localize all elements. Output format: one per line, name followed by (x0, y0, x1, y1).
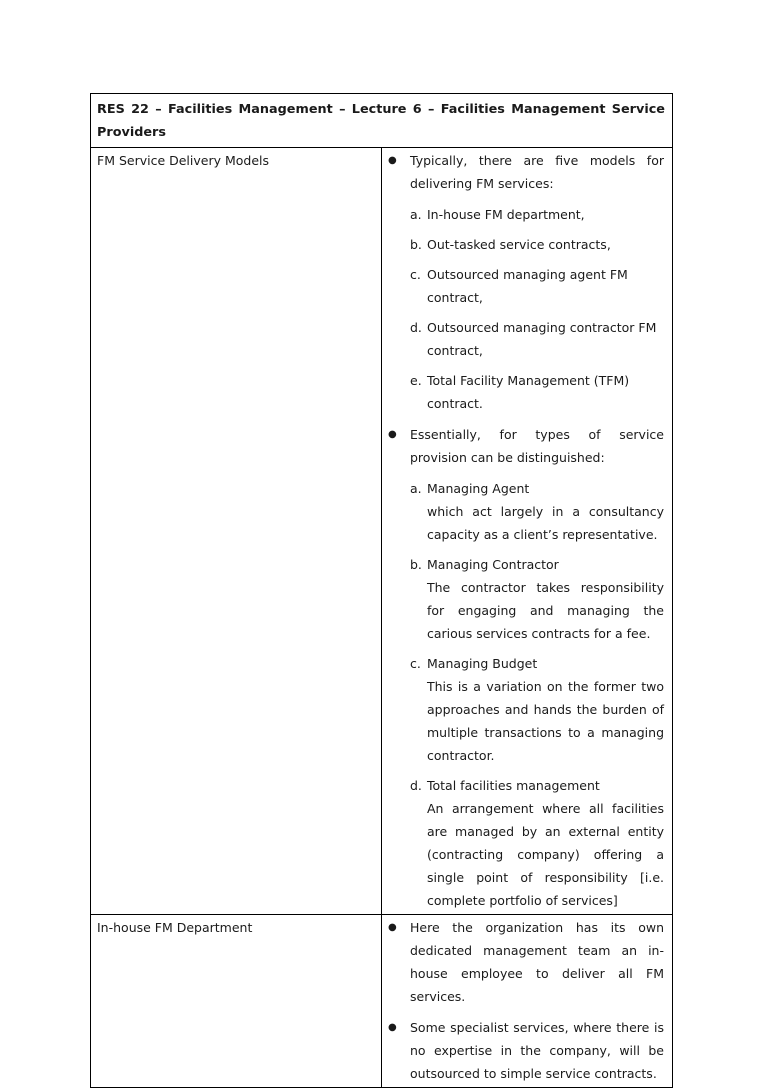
bullet-icon: ● (388, 429, 397, 440)
section-content-cell (382, 148, 673, 915)
bullet-icon: ● (388, 1022, 397, 1033)
section-label: FM Service Delivery Models (97, 153, 270, 168)
item-description: The contractor takes responsibility for engaging and managing the carious services contracts for a fee. (427, 580, 664, 641)
lecture-notes-table (90, 93, 673, 1088)
section-label: In-house FM Department (97, 920, 253, 935)
list-item (410, 203, 664, 226)
lettered-list (386, 203, 664, 415)
list-item (410, 774, 664, 912)
list-item (410, 316, 664, 362)
section-content-cell (382, 915, 673, 1088)
item-title: Managing Agent (427, 481, 530, 496)
item-letter: a. (410, 481, 422, 496)
item-title: Outsourced managing contractor FM contract, (427, 320, 657, 358)
item-title: Total Facility Management (TFM) contract. (427, 373, 630, 411)
bullet-text: Essentially, for types of service provision can be distinguished: (410, 427, 664, 465)
bullet-text: Here the organization has its own dedicated management team an in-house employee to deliver all FM services. (410, 920, 664, 1004)
section-label-cell (91, 915, 382, 1088)
item-letter: b. (410, 237, 422, 252)
table-row (91, 148, 673, 915)
item-letter: d. (410, 778, 422, 793)
section-label-cell (91, 148, 382, 915)
item-title: Managing Contractor (427, 557, 559, 572)
document-title: RES 22 – Facilities Management – Lecture 6 – Facilities Management Service Providers (91, 94, 673, 148)
bullet-icon: ● (388, 155, 397, 166)
list-item (410, 369, 664, 415)
list-item (410, 233, 664, 256)
lettered-list (386, 477, 664, 912)
table-row (91, 915, 673, 1088)
list-item (410, 652, 664, 767)
item-description: which act largely in a consultancy capacity as a client’s representative. (427, 504, 664, 542)
bullet-point (386, 423, 664, 469)
bullet-point (386, 149, 664, 195)
item-title: Outsourced managing agent FM contract, (427, 267, 628, 305)
item-description: This is a variation on the former two approaches and hands the burden of multiple transactions to a managing contractor. (427, 679, 664, 763)
bullet-text: Typically, there are five models for delivering FM services: (410, 153, 664, 191)
list-item (410, 263, 664, 309)
item-title: In-house FM department, (427, 207, 585, 222)
item-title: Out-tasked service contracts, (427, 237, 611, 252)
item-letter: b. (410, 557, 422, 572)
item-title: Total facilities management (427, 778, 600, 793)
item-letter: a. (410, 207, 422, 222)
bullet-text: Some specialist services, where there is no expertise in the company, will be outsourced to simple service contracts. (410, 1020, 664, 1081)
list-item (410, 477, 664, 546)
item-title: Managing Budget (427, 656, 538, 671)
bullet-point (386, 916, 664, 1008)
item-letter: c. (410, 656, 421, 671)
item-letter: e. (410, 373, 422, 388)
item-letter: d. (410, 320, 422, 335)
bullet-icon: ● (388, 922, 397, 933)
title-row (91, 94, 673, 148)
list-item (410, 553, 664, 645)
item-letter: c. (410, 267, 421, 282)
bullet-point (386, 1016, 664, 1085)
item-description: An arrangement where all facilities are managed by an external entity (contracting company) offering a single point of responsibility [i.e. complete portfolio of services] (427, 801, 664, 908)
